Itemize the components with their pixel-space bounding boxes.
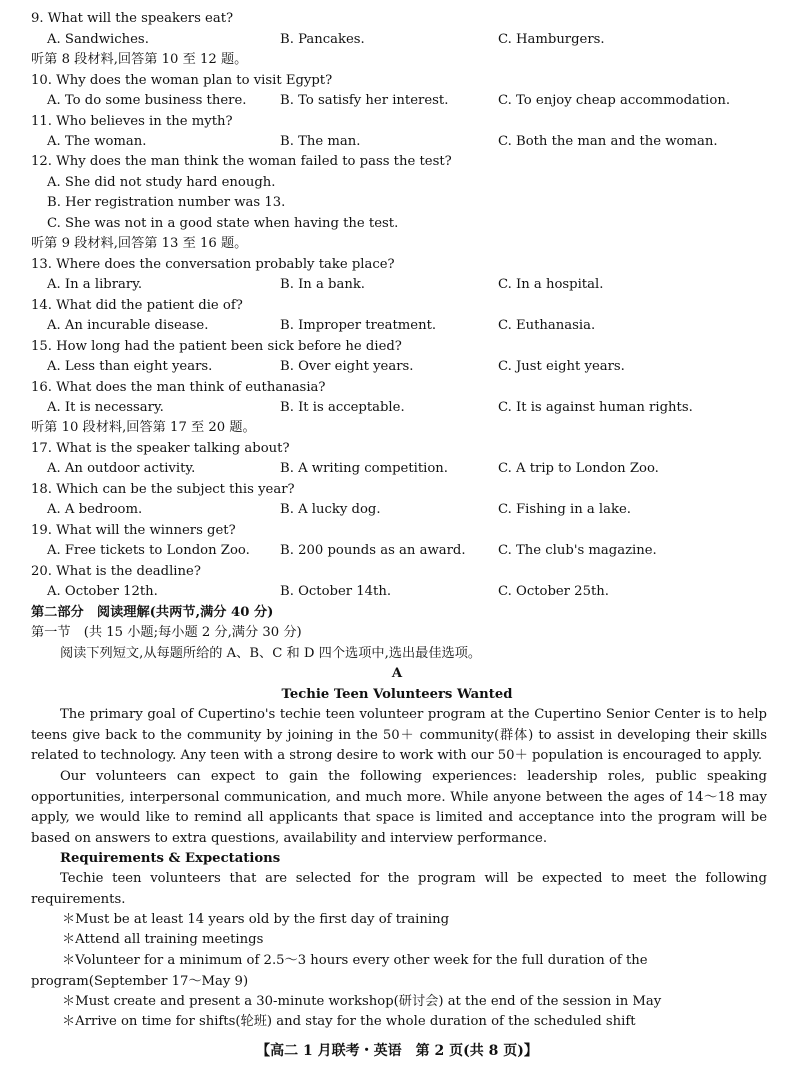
question-text: 17. What is the speaker talking about? xyxy=(31,441,290,456)
paragraph-1: The primary goal of Cupertino's techie teen volunteer program at the Cupertino Senior Center is to help teens give back to the community by joining in the 50＋ community(群体) to assist in developing their skills related to technology. Any teen with a strong desire to work with our 50＋ population is encouraged to apply. xyxy=(31,707,767,763)
option-c: C. Just eight years. xyxy=(498,359,625,374)
options-18 xyxy=(0,500,794,520)
options-15 xyxy=(0,357,794,377)
section-heading-10 xyxy=(0,418,794,438)
option-b: B. 200 pounds as an award. xyxy=(280,543,466,558)
question-text: 14. What did the patient die of? xyxy=(31,298,243,313)
passage-title: Techie Teen Volunteers Wanted xyxy=(281,687,513,702)
option-a: A. It is necessary. xyxy=(47,400,164,415)
option-c: C. A trip to London Zoo. xyxy=(498,461,659,476)
section-text: 听第 8 段材料,回答第 10 至 12 题。 xyxy=(31,52,248,67)
question-11 xyxy=(0,112,794,132)
question-17 xyxy=(0,439,794,459)
option-b: B. Pancakes. xyxy=(280,32,365,47)
option-12a xyxy=(0,173,794,193)
option-b: B. Her registration number was 13. xyxy=(47,195,286,210)
options-9 xyxy=(0,30,794,50)
section-text: 听第 9 段材料,回答第 13 至 16 题。 xyxy=(31,236,248,251)
option-a: A. Free tickets to London Zoo. xyxy=(47,543,250,558)
part-title-text: 第二部分 阅读理解(共两节,满分 40 分) xyxy=(31,605,274,620)
question-text: 13. Where does the conversation probably take place? xyxy=(31,257,395,272)
question-text: 9. What will the speakers eat? xyxy=(31,11,234,26)
question-12 xyxy=(0,152,794,172)
question-19 xyxy=(0,521,794,541)
option-c: C. It is against human rights. xyxy=(498,400,693,415)
options-11 xyxy=(0,132,794,152)
options-10 xyxy=(0,91,794,111)
question-10 xyxy=(0,71,794,91)
option-c: C. The club's magazine. xyxy=(498,543,657,558)
options-17 xyxy=(0,459,794,479)
question-text: 16. What does the man think of euthanasia? xyxy=(31,380,326,395)
option-b: B. Improper treatment. xyxy=(280,318,437,333)
question-13 xyxy=(0,255,794,275)
bullet-item: ＊Must be at least 14 years old by the first day of training xyxy=(62,912,450,927)
question-16 xyxy=(0,378,794,398)
option-c: C. Fishing in a lake. xyxy=(498,502,632,517)
heading-text: Requirements & Expectations xyxy=(60,851,281,866)
option-a: A. To do some business there. xyxy=(47,93,247,108)
page-footer: 【高二 1 月联考・英语 第 2 页(共 8 页)】 xyxy=(256,1043,538,1059)
bullet-item: ＊Arrive on time for shifts(轮班) and stay for the whole duration of the scheduled shift xyxy=(62,1014,636,1029)
option-12b xyxy=(0,193,794,213)
paragraph-3: Techie teen volunteers that are selected for the program will be expected to meet the following requirements. xyxy=(31,871,767,907)
instruction xyxy=(0,644,794,664)
passage-letter: A xyxy=(391,666,403,681)
question-text: 10. Why does the woman plan to visit Egypt? xyxy=(31,73,333,88)
question-20 xyxy=(0,562,794,582)
option-c: C. She was not in a good state when having the test. xyxy=(47,216,399,231)
bullet-item: ＊Must create and present a 30-minute workshop(研讨会) at the end of the session in May xyxy=(62,994,662,1009)
options-19 xyxy=(0,541,794,561)
option-c: C. Hamburgers. xyxy=(498,32,605,47)
question-9 xyxy=(0,9,794,29)
question-text: 20. What is the deadline? xyxy=(31,564,201,579)
section1-heading xyxy=(0,623,794,643)
option-b: B. In a bank. xyxy=(280,277,366,292)
option-c: C. October 25th. xyxy=(498,584,609,599)
paragraph-2: Our volunteers can expect to gain the following experiences: leadership roles, public speaking opportunities, interpersonal communication, and much more. While anyone between the ages of 14～18 may apply, we would like to remind all applicants that space is limited and acceptance into the program will be based on answers to extra questions, availability and interview performance. xyxy=(31,769,767,846)
option-c: C. Euthanasia. xyxy=(498,318,596,333)
question-text: 11. Who believes in the myth? xyxy=(31,114,233,129)
option-b: B. October 14th. xyxy=(280,584,392,599)
option-12c xyxy=(0,214,794,234)
question-text: 18. Which can be the subject this year? xyxy=(31,482,295,497)
bullet-item: ＊Attend all training meetings xyxy=(62,932,264,947)
question-text: 19. What will the winners get? xyxy=(31,523,236,538)
question-15 xyxy=(0,337,794,357)
options-20 xyxy=(0,582,794,602)
bullet-item: ＊Volunteer for a minimum of 2.5～3 hours every other week for the full duration of the program(September 17～May 9) xyxy=(31,953,648,989)
option-a: A. The woman. xyxy=(47,134,147,149)
section-text: 第一节 (共 15 小题;每小题 2 分,满分 30 分) xyxy=(31,625,302,640)
option-c: C. In a hospital. xyxy=(498,277,604,292)
question-14 xyxy=(0,296,794,316)
option-b: B. A lucky dog. xyxy=(280,502,381,517)
option-b: B. To satisfy her interest. xyxy=(280,93,449,108)
options-13 xyxy=(0,275,794,295)
option-c: C. To enjoy cheap accommodation. xyxy=(498,93,731,108)
option-b: B. Over eight years. xyxy=(280,359,414,374)
options-14 xyxy=(0,316,794,336)
question-18 xyxy=(0,480,794,500)
option-a: A. A bedroom. xyxy=(47,502,143,517)
section-heading-9 xyxy=(0,234,794,254)
option-a: A. An incurable disease. xyxy=(47,318,209,333)
option-a: A. Less than eight years. xyxy=(47,359,213,374)
option-b: B. A writing competition. xyxy=(280,461,448,476)
question-text: 15. How long had the patient been sick before he died? xyxy=(31,339,402,354)
part2-title xyxy=(0,603,794,623)
instruction-text: 阅读下列短文,从每题所给的 A、B、C 和 D 四个选项中,选出最佳选项。 xyxy=(60,646,482,661)
question-text: 12. Why does the man think the woman failed to pass the test? xyxy=(31,154,452,169)
options-16 xyxy=(0,398,794,418)
option-a: A. October 12th. xyxy=(47,584,158,599)
section-heading-8 xyxy=(0,50,794,70)
requirements-heading xyxy=(0,849,794,869)
section-text: 听第 10 段材料,回答第 17 至 20 题。 xyxy=(31,420,256,435)
option-c: C. Both the man and the woman. xyxy=(498,134,718,149)
option-a: A. She did not study hard enough. xyxy=(47,175,276,190)
option-b: B. The man. xyxy=(280,134,361,149)
option-a: A. In a library. xyxy=(47,277,143,292)
option-b: B. It is acceptable. xyxy=(280,400,405,415)
option-a: A. An outdoor activity. xyxy=(47,461,196,476)
option-a: A. Sandwiches. xyxy=(47,32,149,47)
